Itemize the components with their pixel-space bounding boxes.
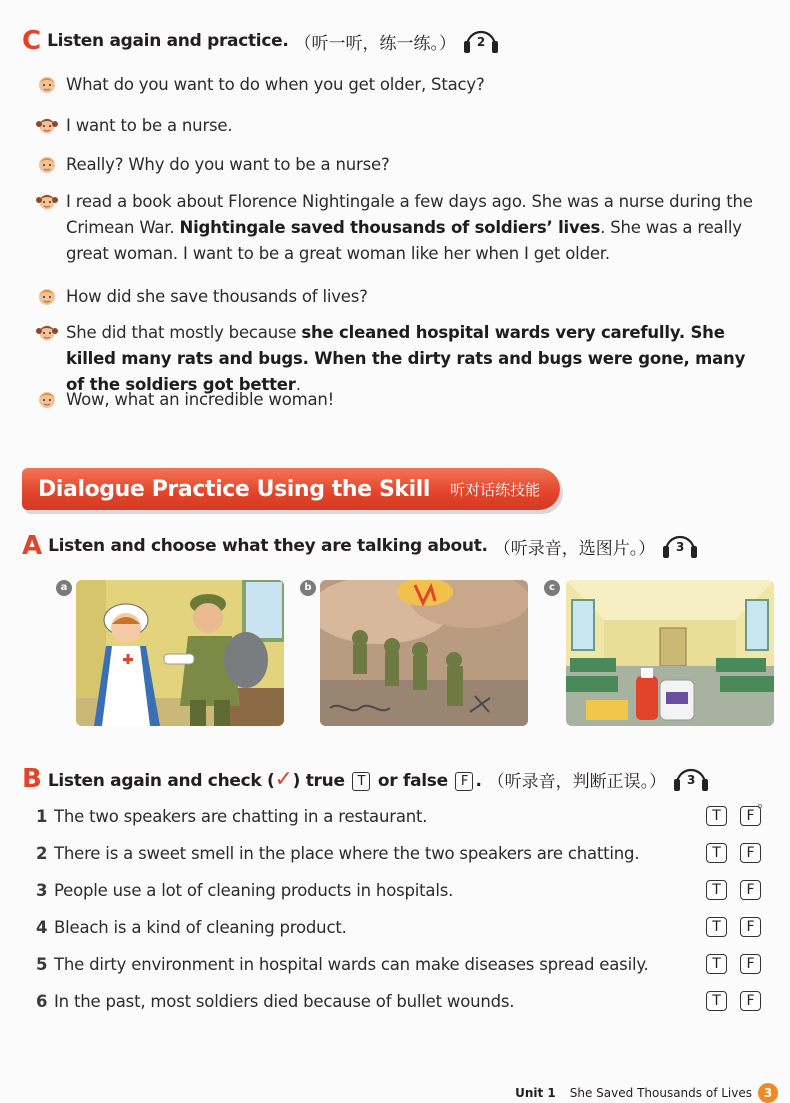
true-box-icon: T	[352, 772, 370, 791]
banner-title-cn: 听对话练技能	[450, 480, 541, 499]
section-a-letter: A	[22, 531, 43, 561]
statement-number: 6	[36, 991, 48, 1011]
picture-label-b: b	[300, 580, 316, 596]
boy-speaker-icon	[36, 72, 58, 100]
picture-b-battlefield[interactable]	[320, 580, 528, 726]
dialogue-text: She did that mostly because she cleaned hospital wards very carefully. She killed many rats and bugs. When the dirty rats and bugs were gone, many of the soldiers got better.	[66, 323, 746, 394]
statement-text: Bleach is a kind of cleaning product.	[54, 917, 347, 937]
true-checkbox[interactable]: T	[706, 806, 727, 826]
dialogue-practice-banner	[22, 468, 560, 510]
headphone-icon[interactable]	[462, 26, 500, 56]
true-checkbox[interactable]: T	[706, 917, 727, 937]
picture-c-hospital-ward[interactable]	[566, 580, 774, 726]
girl-speaker-icon	[36, 113, 58, 141]
picture-a-nurse-and-soldier[interactable]	[76, 580, 284, 726]
true-checkbox[interactable]: T	[706, 880, 727, 900]
check-mark-icon: ✓	[274, 766, 293, 792]
boy-speaker-icon	[36, 284, 58, 312]
false-checkbox[interactable]: F	[740, 880, 761, 900]
statement-number: 1	[36, 806, 48, 826]
section-b-letter: B	[22, 764, 42, 794]
false-checkbox[interactable]: F	[740, 843, 761, 863]
section-b-title: Listen again and check (✓) true T or false F .	[47, 766, 482, 792]
girl-speaker-icon	[36, 189, 58, 217]
section-a-title: Listen and choose what they are talking about.	[48, 536, 488, 556]
statement-row	[36, 839, 766, 867]
statement-text: The two speakers are chatting in a restaurant.	[54, 806, 428, 826]
dialogue-line	[36, 113, 766, 141]
dialogue-line	[36, 152, 766, 180]
false-checkbox[interactable]: F	[740, 991, 761, 1011]
track-number: 3	[686, 773, 696, 787]
false-checkbox[interactable]: F	[740, 954, 761, 974]
dialogue-text: I read a book about Florence Nightingale a few days ago. She was a nurse during the Crimean War. Nightingale saved thousands of soldiers’ lives. She was a really great woman. I want to be a great woman like her when I get older.	[66, 192, 753, 263]
true-checkbox[interactable]: T	[706, 954, 727, 974]
dialogue-line	[36, 284, 766, 312]
false-checkbox[interactable]: F	[740, 917, 761, 937]
statement-row	[36, 987, 766, 1015]
statement-row	[36, 950, 766, 978]
footer-unit: Unit 1	[515, 1086, 556, 1100]
statement-text: The dirty environment in hospital wards can make diseases spread easily.	[54, 954, 649, 974]
section-c-title-cn: （听一听，练一练。）	[294, 33, 456, 54]
statement-text: There is a sweet smell in the place where the two speakers are chatting.	[54, 843, 640, 863]
statement-text: In the past, most soldiers died because of bullet wounds.	[54, 991, 515, 1011]
statement-row	[36, 913, 766, 941]
dialogue-line	[36, 387, 766, 415]
boy-speaker-icon	[36, 387, 58, 415]
statement-number: 4	[36, 917, 48, 937]
page-footer	[515, 1083, 778, 1103]
picture-label-a: a	[56, 580, 72, 596]
statement-number: 2	[36, 843, 48, 863]
statement-number: 3	[36, 880, 48, 900]
dialogue-text: I want to be a nurse.	[66, 116, 233, 135]
section-c-heading	[22, 26, 500, 56]
picture-label-c: c	[544, 580, 560, 596]
false-box-icon: F	[455, 772, 473, 791]
dialogue-text: How did she save thousands of lives?	[66, 287, 368, 306]
statement-row	[36, 876, 766, 904]
boy-speaker-icon	[36, 152, 58, 180]
false-checkbox[interactable]: F	[740, 806, 761, 826]
track-number: 2	[476, 35, 486, 49]
dialogue-line	[36, 189, 766, 267]
statement-text: People use a lot of cleaning products in hospitals.	[54, 880, 454, 900]
statement-row	[36, 802, 766, 830]
dialogue-text: Really? Why do you want to be a nurse?	[66, 155, 390, 174]
section-a-title-cn: （听录音，选图片。）	[493, 538, 656, 559]
section-b-title-cn: （听录音，判断正误。）	[487, 771, 667, 792]
section-b-heading	[22, 764, 710, 794]
section-c-title: Listen again and practice.	[47, 31, 289, 51]
page-number-badge: 3	[758, 1083, 778, 1103]
headphone-icon[interactable]	[672, 764, 710, 794]
true-checkbox[interactable]: T	[706, 991, 727, 1011]
dialogue-text: Wow, what an incredible woman!	[66, 390, 335, 409]
headphone-icon[interactable]	[661, 531, 699, 561]
section-a-heading	[22, 531, 699, 561]
footer-title: She Saved Thousands of Lives	[569, 1086, 752, 1100]
statement-number: 5	[36, 954, 48, 974]
true-checkbox[interactable]: T	[706, 843, 727, 863]
section-c-letter: C	[22, 26, 42, 56]
girl-speaker-icon	[36, 320, 58, 348]
banner-title: Dialogue Practice Using the Skill	[38, 476, 431, 502]
dialogue-line	[36, 72, 766, 100]
dialogue-text: What do you want to do when you get older, Stacy?	[66, 75, 485, 94]
track-number: 3	[676, 540, 685, 554]
